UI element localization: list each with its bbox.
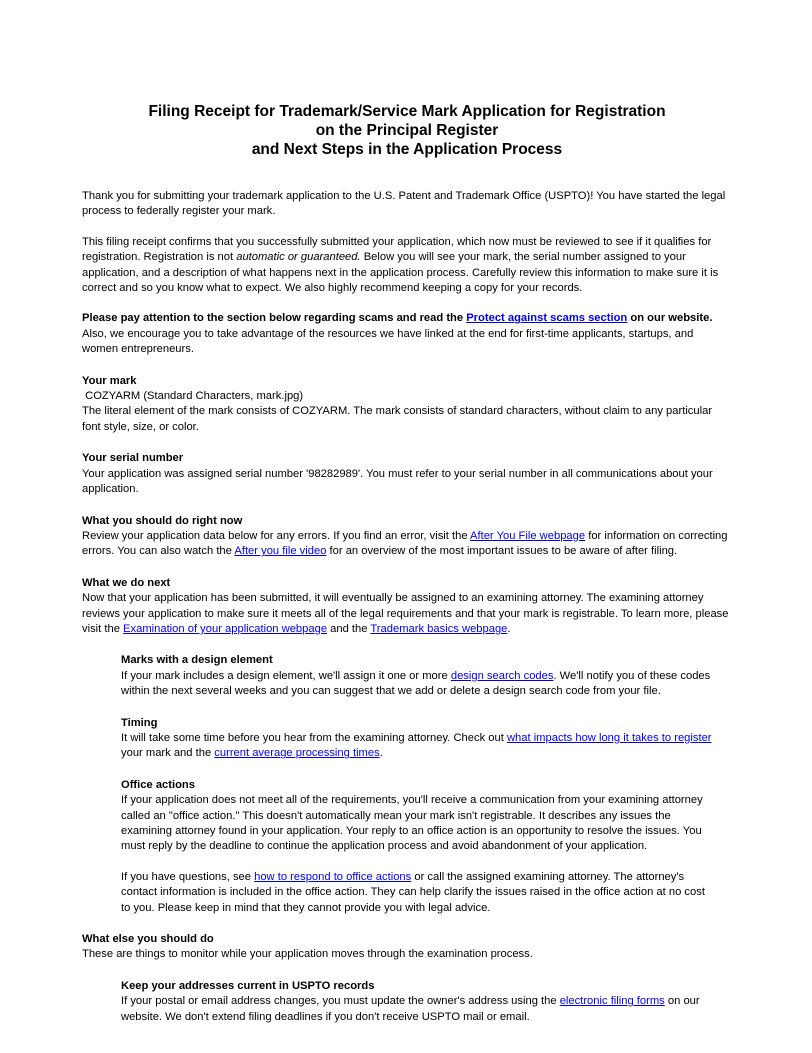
subsection-design-element: [121, 653, 717, 699]
design-search-codes-link[interactable]: design search codes: [450, 669, 554, 682]
right-now-t2: for information on correcting errors. You can also watch the: [82, 529, 728, 558]
mark-description: The literal element of the mark consists of COZYARM. The mark consists of standard characters, without claim to any particular font style, size, or color.: [82, 405, 713, 433]
we-do-next-text: [82, 591, 732, 637]
we-do-next-heading: What we do next: [82, 576, 171, 589]
right-now-text: [82, 529, 732, 560]
timing-t1: It will take some time before you hear from the examining attorney. Check out: [121, 731, 507, 744]
how-long-to-register-link[interactable]: what impacts how long it takes to register: [506, 731, 712, 744]
intro-p2-text-a: This filing receipt confirms that you successfully submitted your application, which now must be reviewed to see if it qualifies for registration. Registration is not: [82, 235, 712, 264]
intro-p3-rest: Also, we encourage you to take advantage of the resources we have linked at the end for first-time applicants, startups, and women entrepreneurs.: [82, 327, 694, 356]
intro-paragraph-3: [82, 311, 732, 357]
right-now-t3: for an overview of the most important issues to be aware of after filing.: [326, 545, 678, 558]
addresses-text: [121, 994, 717, 1025]
section-we-do-next: [82, 576, 732, 638]
office-actions-heading: Office actions: [121, 778, 195, 791]
timing-text: [121, 731, 717, 762]
mark-name-line: COZYARM (Standard Characters, mark.jpg): [82, 390, 304, 403]
addresses-t2: on our website. We don't extend filing deadlines if you don't receive USPTO mail or email.: [121, 995, 700, 1023]
right-now-heading: What you should do right now: [82, 514, 243, 527]
right-now-t1: Review your application data below for any errors. If you find an error, visit the: [82, 529, 471, 542]
examination-webpage-link[interactable]: Examination of your application webpage: [123, 622, 328, 635]
section-serial-number: [82, 451, 732, 497]
office-actions-paragraph-2: [121, 870, 717, 916]
serial-number-heading: Your serial number: [82, 452, 184, 465]
document-page: [82, 0, 732, 1025]
subsection-timing: [121, 716, 717, 762]
processing-times-link[interactable]: current average processing times: [214, 747, 380, 760]
respond-to-office-actions-link[interactable]: how to respond to office actions: [254, 870, 412, 883]
we-do-next-t3: .: [507, 622, 511, 635]
intro-paragraph-2: [82, 235, 732, 297]
office-actions-paragraph-1: If your application does not meet all of the requirements, you'll receive a communication from your examining attorney called an "office action." This doesn't automatically mean your mark isn't registrable. It describes any issues the examining attorney found in your application. Your reply to an office action is an opportunity to resolve the issues. You must reply by the deadline to continue the application process and avoid abandonment of your application.: [121, 794, 703, 853]
design-t2: . We'll notify you of these codes within the next several weeks and you can suggest that we add or delete a design search code from your file.: [121, 669, 711, 698]
timing-t2: your mark and the: [121, 747, 215, 760]
office-t2: or call the assigned examining attorney. The attorney's contact information is included in the office action. They can help clarify the issues raised in the office action at no cost to you. Please keep in mind that they cannot provide you with legal advice.: [121, 870, 705, 914]
trademark-basics-link[interactable]: Trademark basics webpage: [370, 622, 508, 635]
protect-against-scams-link[interactable]: Protect against scams section: [466, 312, 628, 325]
addresses-heading: Keep your addresses current in USPTO records: [121, 979, 375, 992]
section-what-else: [82, 932, 732, 963]
what-else-text: These are things to monitor while your application moves through the examination process.: [82, 948, 533, 961]
design-element-heading: Marks with a design element: [121, 654, 273, 667]
title-line-2: on the Principal Register: [315, 122, 499, 139]
intro-p2-text-b: Below you will see your mark, the serial number assigned to your application, and a description of what happens next in the application process. Carefully review this information to make sure it is correct and so you know what to expect. We also highly recommend keeping a copy for your records.: [82, 251, 719, 295]
scam-notice-bold-b: on our website.: [627, 312, 713, 325]
office-t1: If you have questions, see: [121, 870, 255, 883]
scam-notice-bold-a: Please pay attention to the section below regarding scams and read the: [82, 312, 467, 325]
timing-heading: Timing: [121, 716, 158, 729]
section-your-mark: [82, 374, 732, 436]
your-mark-heading: Your mark: [82, 374, 137, 387]
section-right-now: [82, 514, 732, 560]
design-element-text: [121, 669, 717, 700]
after-you-file-video-link[interactable]: After you file video: [234, 545, 327, 558]
after-you-file-webpage-link[interactable]: After You File webpage: [470, 529, 586, 542]
page-title: [82, 102, 732, 159]
design-t1: If your mark includes a design element, we'll assign it one or more: [121, 669, 451, 682]
what-else-heading: What else you should do: [82, 933, 214, 946]
we-do-next-t1: Now that your application has been submitted, it will eventually be assigned to an examining attorney. The examining attorney reviews your application to make sure it meets all of the legal requirements and that your mark is registrable. To learn more, please visit the: [82, 592, 729, 635]
intro-p2-emphasis: automatic or guaranteed.: [236, 251, 361, 264]
we-do-next-t2: and the: [327, 622, 371, 635]
intro-paragraph-1: Thank you for submitting your trademark application to the U.S. Patent and Trademark Office (USPTO)! You have started the legal process to federally register your mark.: [82, 190, 726, 218]
serial-number-text: Your application was assigned serial number '98282989'. You must refer to your serial number in all communications about your application.: [82, 467, 713, 496]
electronic-filing-forms-link[interactable]: electronic filing forms: [559, 995, 665, 1008]
timing-t3: .: [379, 747, 383, 760]
title-line-1: Filing Receipt for Trademark/Service Mark Application for Registration: [148, 103, 666, 120]
title-line-3: and Next Steps in the Application Process: [251, 141, 563, 158]
subsection-addresses: [121, 979, 717, 1025]
addresses-t1: If your postal or email address changes, you must update the owner's address using the: [121, 995, 560, 1008]
subsection-office-actions: [121, 778, 717, 916]
